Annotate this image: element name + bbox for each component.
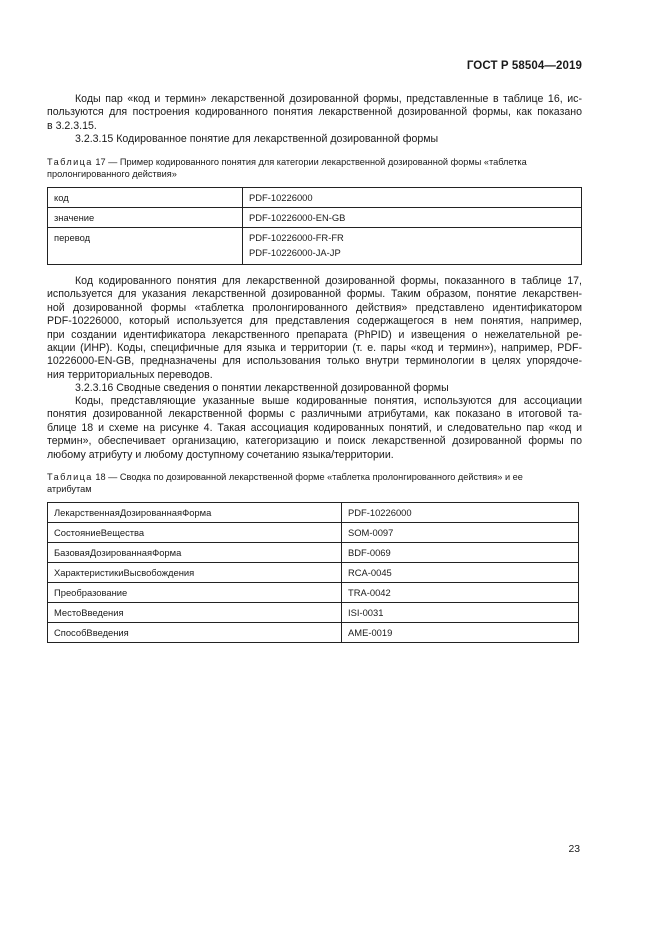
text-line: блице 18 и схеме на рисунке 4. Такая ассоциация кодированных понятий, и следовательно пар «код и bbox=[47, 421, 582, 434]
table-cell-key: СостояниеВещества bbox=[48, 523, 342, 543]
table18-label: Таблица bbox=[47, 472, 93, 482]
table-cell-key: значение bbox=[48, 208, 243, 228]
table18-caption bbox=[47, 472, 582, 495]
table-row bbox=[48, 543, 579, 563]
table-row bbox=[48, 188, 582, 208]
text-line: термин», обеспечивает организацию, категоризацию и поиск лекарственной дозированной формы по bbox=[47, 435, 582, 448]
table-cell-value: PDF-10226000 bbox=[243, 188, 582, 208]
table-row bbox=[48, 623, 579, 643]
paragraph-code-usage bbox=[47, 275, 582, 382]
text-line: Коды пар «код и термин» лекарственной дозированной формы, представленные в таблице 16, ис- bbox=[75, 93, 582, 105]
table-cell-key: код bbox=[48, 188, 243, 208]
table17-label: Таблица bbox=[47, 157, 93, 167]
text-line: ной дозированной формы «таблетка пролонгированного действия» представлено идентификатором bbox=[47, 301, 582, 314]
table-cell-key: ХарактеристикиВысвобождения bbox=[48, 563, 342, 583]
document-code: ГОСТ Р 58504—2019 bbox=[466, 60, 582, 72]
table-cell-value: PDF-10226000 bbox=[342, 503, 579, 523]
table-cell-value: RCA-0045 bbox=[342, 563, 579, 583]
text-line: пользуются для построения кодированного понятия лекарственной дозированной формы, как показано bbox=[47, 106, 582, 119]
text-line: 10226000-EN-GB, предназначены для использования только внутри терминологии в целях упорядоче- bbox=[47, 355, 582, 368]
table-row bbox=[48, 563, 579, 583]
table-row bbox=[48, 523, 579, 543]
section-heading-3-2-3-16: 3.2.3.16 Сводные сведения о понятии лекарственной дозированной формы bbox=[75, 382, 449, 394]
text-line: PDF-10226000, который используется для представления содержащегося в нем понятия, например, bbox=[47, 315, 582, 328]
table-cell-value: SOM-0097 bbox=[342, 523, 579, 543]
table17-caption bbox=[47, 157, 582, 180]
text-line: акции (ИНР). Коды, специфичные для языка и территории (т. е. пары «код и термин»), например, PDF- bbox=[47, 342, 582, 355]
text-line: при создании идентификатора лекарственного препарата (PhPID) и извещения о нежелательной ре- bbox=[47, 328, 582, 341]
text-line: используется для указания лекарственной дозированной формы. Таким образом, понятие лекарствен- bbox=[47, 288, 582, 301]
table18-caption-text: 18 — Сводка по дозированной лекарственной форме «таблетка пролонгированного действия» и ее bbox=[95, 472, 523, 482]
paragraph-attributes-association bbox=[47, 395, 582, 462]
table-cell-key: МестоВведения bbox=[48, 603, 342, 623]
table-row bbox=[48, 503, 579, 523]
table-row bbox=[48, 208, 582, 228]
table-cell-key: перевод bbox=[48, 228, 243, 265]
table-row bbox=[48, 228, 582, 265]
table-cell-value: BDF-0069 bbox=[342, 543, 579, 563]
text-line: Коды, представляющие указанные выше кодированные понятия, используются для ассоциации bbox=[75, 395, 582, 407]
table-cell-value: TRA-0042 bbox=[342, 583, 579, 603]
table-cell-value: PDF-10226000-EN-GB bbox=[243, 208, 582, 228]
text-line: Код кодированного понятия для лекарственной дозированной формы, показанного в таблице 17, bbox=[75, 275, 582, 287]
text-line: в 3.2.3.15. bbox=[47, 119, 97, 132]
table18 bbox=[47, 502, 579, 643]
table17-caption-text: 17 — Пример кодированного понятия для категории лекарственной дозированной формы «таблетка bbox=[95, 157, 527, 167]
text-line: любому атрибуту и любому доступному сочетанию языка/территории. bbox=[47, 448, 394, 461]
translation-value: PDF-10226000-JA-JP bbox=[249, 247, 341, 258]
table-row bbox=[48, 583, 579, 603]
text-line: ния территориальных переводов. bbox=[47, 368, 213, 381]
table-cell-key: Преобразование bbox=[48, 583, 342, 603]
table17-caption-line2: пролонгированного действия» bbox=[47, 168, 177, 179]
table-cell-value: AME-0019 bbox=[342, 623, 579, 643]
table17 bbox=[47, 187, 582, 265]
table-cell-key: СпособВведения bbox=[48, 623, 342, 643]
section-heading-3-2-3-15: 3.2.3.15 Кодированное понятие для лекарственной дозированной формы bbox=[75, 133, 439, 145]
translation-value: PDF-10226000-FR-FR bbox=[249, 232, 344, 243]
table-row bbox=[48, 603, 579, 623]
paragraph-table16-reference bbox=[47, 93, 582, 133]
table-cell-value: ISI-0031 bbox=[342, 603, 579, 623]
text-line: понятия дозированной лекарственной формы с различными атрибутами, как показано в итоговой та- bbox=[47, 408, 582, 421]
table18-caption-line2: атрибутам bbox=[47, 483, 92, 494]
table-cell-key: ЛекарственнаяДозированнаяФорма bbox=[48, 503, 342, 523]
page-number: 23 bbox=[568, 844, 580, 855]
table-cell-value bbox=[243, 228, 582, 265]
table-cell-key: БазоваяДозированнаяФорма bbox=[48, 543, 342, 563]
